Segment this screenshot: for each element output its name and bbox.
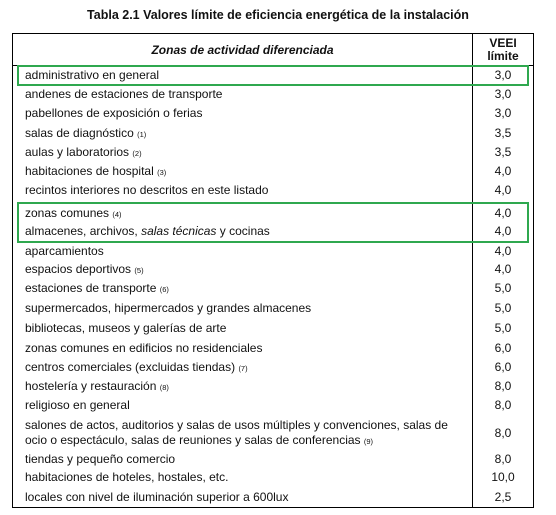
veei-cell: 4,0 bbox=[494, 244, 512, 258]
table-caption: Tabla 2.1 Valores límite de eficiencia energética de la instalación bbox=[87, 8, 469, 22]
zone-cell: tiendas y pequeño comercio bbox=[25, 452, 176, 466]
veei-cell: 2,5 bbox=[494, 490, 512, 504]
veei-cell: 6,0 bbox=[494, 360, 512, 374]
footnote-ref: (5) bbox=[134, 266, 144, 275]
zone-text: estaciones de transporte bbox=[25, 281, 157, 295]
header-veei-line1: VEEI bbox=[489, 36, 517, 50]
zone-text: espacios deportivos bbox=[25, 262, 132, 276]
zone-text-line2 bbox=[25, 433, 467, 449]
footnote-ref: (3) bbox=[157, 168, 167, 177]
veei-cell: 4,0 bbox=[494, 206, 512, 220]
footnote-ref: (6) bbox=[159, 285, 169, 294]
veei-cell: 4,0 bbox=[494, 224, 512, 238]
veei-cell: 8,0 bbox=[494, 452, 512, 466]
zone-text: almacenes, archivos, bbox=[25, 224, 142, 238]
footnote-ref: (8) bbox=[159, 383, 169, 392]
zone-text-line1: salones de actos, auditorios y salas de usos múltiples y convenciones, salas de bbox=[25, 418, 448, 432]
veei-cell: 8,0 bbox=[494, 379, 512, 393]
zone-cell bbox=[25, 281, 467, 297]
veei-cell: 8,0 bbox=[494, 426, 512, 440]
zone-cell: recintos interiores no descritos en este listado bbox=[25, 183, 269, 197]
zone-cell bbox=[25, 206, 467, 222]
zone-cell bbox=[25, 418, 467, 449]
veei-cell: 3,5 bbox=[494, 126, 512, 140]
veei-cell: 10,0 bbox=[491, 470, 515, 484]
zone-cell: andenes de estaciones de transporte bbox=[25, 87, 223, 101]
zone-cell: religioso en general bbox=[25, 398, 130, 412]
zone-cell: supermercados, hipermercados y grandes almacenes bbox=[25, 301, 312, 315]
footnote-ref: (7) bbox=[238, 364, 248, 373]
zone-cell bbox=[25, 262, 467, 278]
header-veei bbox=[472, 34, 533, 65]
zone-cell: pabellones de exposición o ferias bbox=[25, 106, 203, 120]
header-zones: Zonas de actividad diferenciada bbox=[151, 42, 334, 57]
zone-text: hostelería y restauración bbox=[25, 379, 157, 393]
veei-cell: 4,0 bbox=[494, 164, 512, 178]
veei-cell: 3,0 bbox=[494, 87, 512, 101]
zone-text: salas de diagnóstico bbox=[25, 126, 134, 140]
zone-cell bbox=[25, 379, 467, 395]
veei-cell: 4,0 bbox=[494, 262, 512, 276]
zone-text: aulas y laboratorios bbox=[25, 145, 130, 159]
zone-cell: administrativo en general bbox=[25, 68, 160, 82]
zone-cell: zonas comunes en edificios no residenciales bbox=[25, 341, 263, 355]
footnote-ref: (9) bbox=[363, 437, 374, 446]
footnote-ref: (2) bbox=[132, 149, 142, 158]
zone-text: habitaciones de hospital bbox=[25, 164, 154, 178]
veei-cell: 3,0 bbox=[494, 68, 512, 82]
zone-cell: habitaciones de hoteles, hostales, etc. bbox=[25, 470, 229, 484]
zone-cell bbox=[25, 126, 467, 142]
veei-cell: 5,0 bbox=[494, 321, 512, 335]
zone-cell: bibliotecas, museos y galerías de arte bbox=[25, 321, 227, 335]
veei-cell: 5,0 bbox=[494, 301, 512, 315]
zone-cell bbox=[25, 224, 467, 239]
footnote-ref: (4) bbox=[112, 210, 122, 219]
table-header bbox=[13, 34, 533, 66]
zone-text: ocio o espectáculo, salas de reuniones y salas de conferencias bbox=[25, 433, 361, 447]
veei-table bbox=[12, 33, 534, 508]
header-veei-line2: límite bbox=[487, 49, 519, 63]
zone-cell bbox=[25, 145, 467, 161]
veei-cell: 3,5 bbox=[494, 145, 512, 159]
veei-cell: 6,0 bbox=[494, 341, 512, 355]
zone-cell: aparcamientos bbox=[25, 244, 104, 258]
zone-text-italic: salas técnicas bbox=[141, 224, 217, 238]
zone-cell: locales con nivel de iluminación superior a 600lux bbox=[25, 490, 289, 504]
zone-text: centros comerciales (excluidas tiendas) bbox=[25, 360, 236, 374]
zone-cell bbox=[25, 164, 467, 180]
zone-text: zonas comunes bbox=[25, 206, 110, 220]
zone-text: y cocinas bbox=[216, 224, 270, 238]
veei-cell: 5,0 bbox=[494, 281, 512, 295]
veei-cell: 3,0 bbox=[494, 106, 512, 120]
veei-cell: 4,0 bbox=[494, 183, 512, 197]
zone-cell bbox=[25, 360, 467, 376]
footnote-ref: (1) bbox=[137, 130, 147, 139]
veei-cell: 8,0 bbox=[494, 398, 512, 412]
